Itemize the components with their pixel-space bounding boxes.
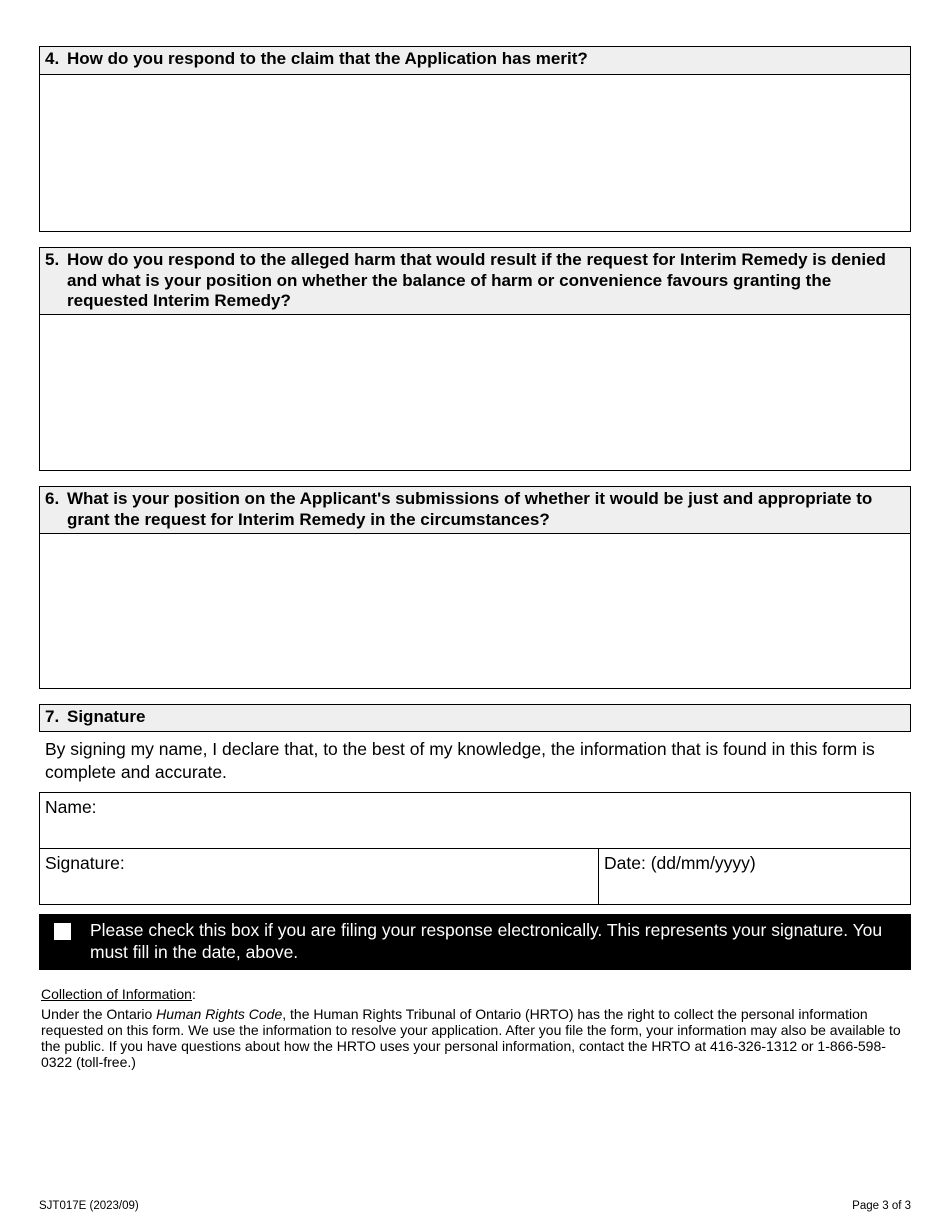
question-5-text: How do you respond to the alleged harm that would result if the request for Interim Remedy is denied and what is your position on whether the balance of harm or convenience favours granting the requested Interim Remedy? xyxy=(67,250,886,310)
page-number: Page 3 of 3 xyxy=(852,1200,911,1212)
signature-section-number: 7. xyxy=(45,707,60,726)
form-id: SJT017E (2023/09) xyxy=(39,1200,139,1212)
question-5-response-field[interactable] xyxy=(40,315,910,470)
question-6-number: 6. xyxy=(45,489,60,508)
name-label: Name: xyxy=(45,797,97,817)
question-4-number: 4. xyxy=(45,49,60,68)
question-5-header xyxy=(40,248,910,315)
question-4-header xyxy=(40,47,910,75)
question-6-response-field[interactable] xyxy=(40,534,910,688)
question-4-section xyxy=(39,46,911,232)
collection-title-text: Collection of Information xyxy=(41,986,192,1002)
date-field[interactable] xyxy=(599,849,910,904)
signature-section-title: Signature xyxy=(67,707,146,726)
declaration-text: By signing my name, I declare that, to the best of my knowledge, the information that is found in this form is complete and accurate. xyxy=(45,739,875,782)
collection-text-start: Under the Ontario xyxy=(41,1006,157,1022)
collection-title xyxy=(41,986,196,1003)
collection-text-rest: , the Human Rights Tribunal of Ontario (HRTO) has the right to collect the personal information requested on this form. We use the information to resolve your application. After you file the form, your information may also be available to the public. If you have questions about how the HRTO uses your personal information, contact the HRTO at 416-326-1312 or 1-866-598-0322 (toll-free.) xyxy=(41,1006,901,1070)
signature-table xyxy=(39,792,911,905)
signature-section-header xyxy=(39,704,911,732)
question-5-number: 5. xyxy=(45,250,60,269)
signature-label: Signature: xyxy=(45,853,125,873)
electronic-filing-bar xyxy=(39,914,911,970)
question-4-response-field[interactable] xyxy=(40,75,910,231)
signature-field[interactable] xyxy=(40,849,599,904)
question-5-section xyxy=(39,247,911,471)
collection-text-code-name: Human Rights Code xyxy=(156,1006,283,1022)
collection-title-colon: : xyxy=(191,986,196,1002)
electronic-filing-checkbox[interactable] xyxy=(54,923,71,940)
question-6-header xyxy=(40,487,910,534)
question-4-text: How do you respond to the claim that the Application has merit? xyxy=(67,49,588,68)
collection-text xyxy=(41,1006,901,1070)
electronic-filing-text: Please check this box if you are filing your response electronically. This represents your signature. You must fill in the date, above. xyxy=(90,920,883,962)
question-6-text: What is your position on the Applicant's submissions of whether it would be just and appropriate to grant the request for Interim Remedy in the circumstances? xyxy=(67,489,873,529)
date-label: Date: (dd/mm/yyyy) xyxy=(604,853,756,873)
question-6-section xyxy=(39,486,911,689)
name-field[interactable] xyxy=(40,793,910,849)
